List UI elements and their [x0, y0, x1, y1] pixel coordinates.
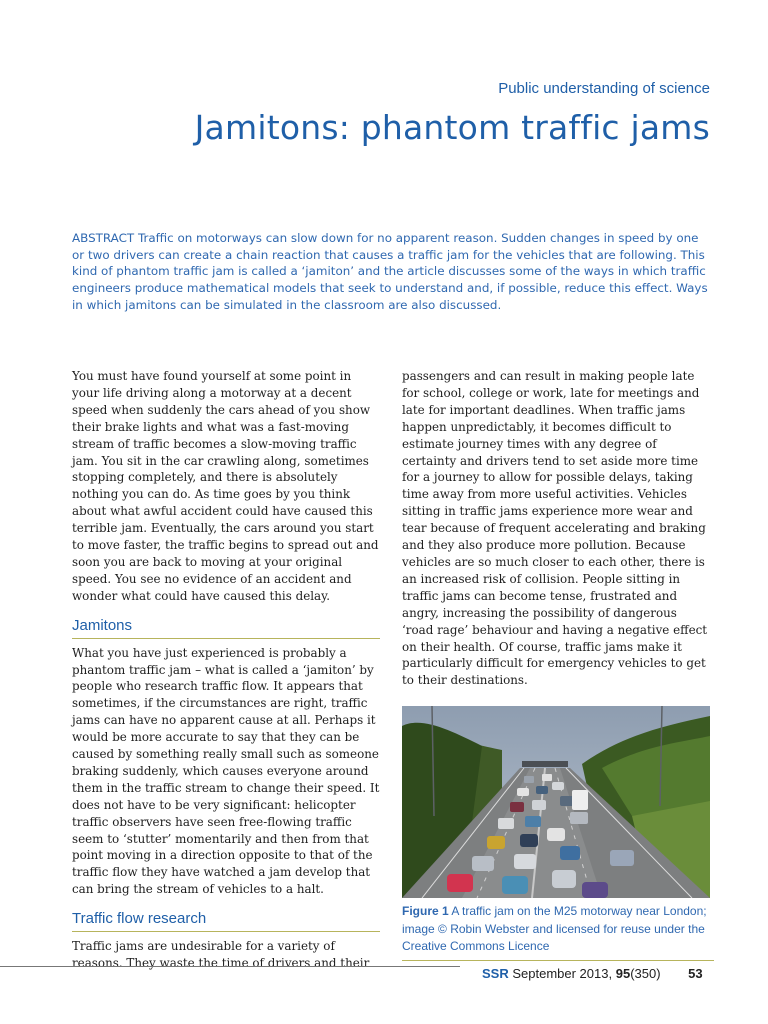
intro-paragraph: You must have found yourself at some point in your life driving along a motorway at a decent speed when suddenly the cars ahead of you show their brake lights and what was a fast-moving stream of traffic becomes a slow-moving traffic jam. You sit in the car crawling along, sometimes stopping completely, and there is absolutely nothing you can do. As time goes by you think about what awful accident could have caused this terrible jam. Eventually, the cars around you start to move faster, the traffic begins to spread out and soon you are back to moving at your original speed. You see no evidence of an accident and wonder what could have caused this delay.	[72, 369, 379, 603]
section-label: Public understanding of science	[498, 80, 710, 97]
right-column	[402, 368, 711, 689]
jamitons-heading: Jamitons	[72, 613, 380, 639]
right-column-paragraph: passengers and can result in making people late for school, college or work, late for meetings and late for important deadlines. When traffic jams happen unpredictably, it becomes difficult to estimate journey times with any degree of certainty and drivers tend to set aside more time for a journey to allow for possible delays, taking time away from more useful activities. Vehicles sitting in traffic jams experience more wear and tear because of frequent accelerating and braking and they also produce more pollution. Because vehicles are so much closer to each other, there is an increased risk of collision. People sitting in traffic jams can become tense, frustrated and angry, increasing the possibility of dangerous ‘road rage’ behaviour and having a negative effect on their health. Of course, traffic jams make it particularly difficult for emergency vehicles to get to their destinations.	[402, 369, 708, 688]
left-column	[72, 368, 380, 972]
journal-name: SSR	[482, 966, 509, 981]
research-paragraph: Traffic jams are undesirable for a variety of reasons. They waste the time of drivers and their	[72, 939, 370, 970]
issue-date: September 2013,	[512, 966, 613, 981]
motorway-illustration	[402, 706, 710, 898]
issue-number: (350)	[630, 966, 661, 981]
abstract	[72, 230, 712, 314]
figure-caption	[402, 903, 714, 961]
article-title: Jamitons: phantom traffic jams	[194, 108, 710, 147]
traffic-jam-photo	[402, 706, 710, 898]
abstract-text: Traffic on motorways can slow down for no apparent reason. Sudden changes in speed by one or two drivers can create a chain reaction that causes a traffic jam for the vehicles that are following. This kind of phantom traffic jam is called a ‘jamiton’ and the article discusses some of the ways in which traffic engineers produce mathematical models that seek to understand and, if possible, reduce this effect. Ways in which jamitons can be simulated in the classroom are also discussed.	[72, 231, 708, 312]
abstract-label: ABSTRACT	[72, 231, 135, 245]
page-footer	[482, 966, 703, 981]
traffic-flow-research-heading: Traffic flow research	[72, 906, 380, 932]
figure-caption-text: A traffic jam on the M25 motorway near London; image © Robin Webster and licensed for reuse under the Creative Commons Licence	[402, 904, 707, 953]
footer-rule	[0, 966, 460, 967]
page-number: 53	[688, 966, 703, 981]
figure-label: Figure 1	[402, 904, 449, 918]
volume-number: 95	[615, 966, 631, 981]
jamitons-paragraph: What you have just experienced is probably a phantom traffic jam – what is called a ‘jamiton’ by people who research traffic flow. It appears that sometimes, if the circumstances are right, traffic jams can have no apparent cause at all. Perhaps it would be more accurate to say that they can be caused by something really small such as someone braking suddenly, which causes everyone around them in the traffic stream to change their speed. It does not have to be very significant: helicopter traffic observers have seen free-flowing traffic seem to ‘stutter’ momentarily and then from that point moving in a direction opposite to that of the traffic flow they have watched a jam develop that can bring the stream of vehicles to a halt.	[72, 645, 380, 897]
